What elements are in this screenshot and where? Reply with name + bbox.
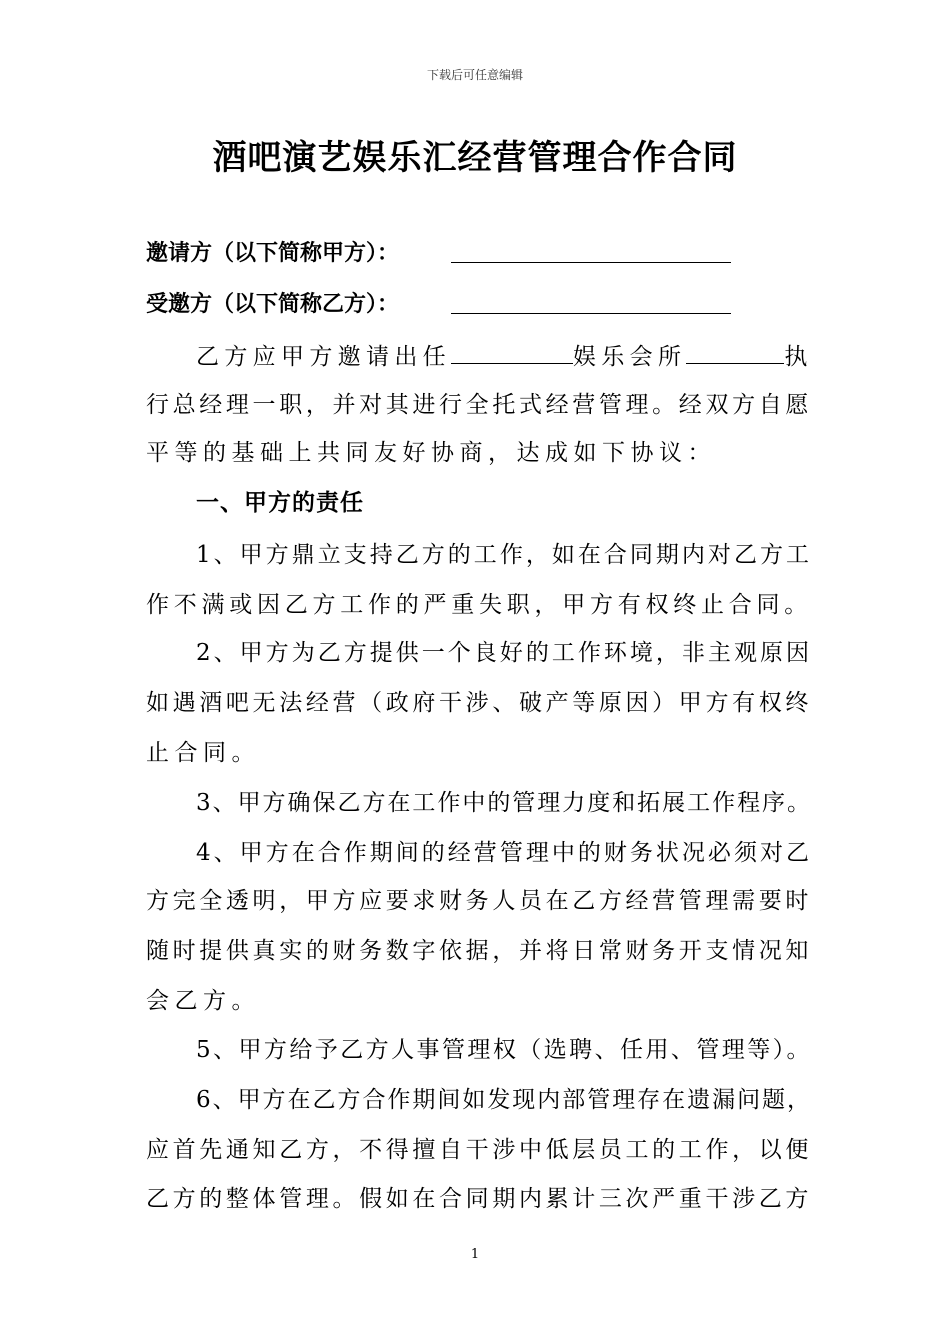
party-a-blank-line xyxy=(451,262,731,263)
clause-line: 1、甲方鼎立支持乙方的工作，如在合同期内对乙方工 xyxy=(196,542,812,568)
clause-line: 应首先通知乙方，不得擅自干涉中低层员工的工作，以便 xyxy=(146,1137,812,1163)
clause-line: 6、甲方在乙方合作期间如发现内部管理存在遗漏问题， xyxy=(196,1087,812,1113)
clause-line: 如遇酒吧无法经营（政府干涉、破产等原因）甲方有权终 xyxy=(146,690,812,716)
clause-line: 5、甲方给予乙方人事管理权（选聘、任用、管理等）。 xyxy=(196,1037,812,1063)
page-number: 1 xyxy=(470,1247,480,1262)
intro-line-1 xyxy=(196,338,813,371)
document-title: 酒吧演艺娱乐汇经营管理合作合同 xyxy=(212,138,738,178)
party-b-blank-line xyxy=(451,313,731,314)
clause-line: 4、甲方在合作期间的经营管理中的财务状况必须对乙 xyxy=(196,840,812,866)
position-blank xyxy=(686,341,784,364)
intro-text-part-1: 乙方应甲方邀请出任 xyxy=(196,344,451,370)
clause-line: 乙方的整体管理。假如在合同期内累计三次严重干涉乙方 xyxy=(146,1186,812,1212)
intro-line-3: 平等的基础上共同友好协商，达成如下协议： xyxy=(146,440,716,466)
clause-line: 2、甲方为乙方提供一个良好的工作环境，非主观原因 xyxy=(196,640,812,666)
clause-line: 止合同。 xyxy=(146,740,260,766)
clause-line: 方完全透明，甲方应要求财务人员在乙方经营管理需要时 xyxy=(146,888,812,914)
intro-text-part-2: 娱乐会所 xyxy=(573,344,687,370)
intro-text-part-3: 执 xyxy=(784,344,813,370)
clause-line: 随时提供真实的财务数字依据，并将日常财务开支情况知 xyxy=(146,938,812,964)
venue-name-blank xyxy=(451,341,573,364)
intro-line-2: 行总经理一职，并对其进行全托式经营管理。经双方自愿 xyxy=(146,392,812,418)
clause-line: 作不满或因乙方工作的严重失职，甲方有权终止合同。 xyxy=(146,592,812,618)
clause-line: 会乙方。 xyxy=(146,988,260,1014)
party-b-label: 受邀方（以下简称乙方）： xyxy=(146,292,400,317)
header-note: 下载后可任意编辑 xyxy=(426,68,523,82)
clause-line: 3、甲方确保乙方在工作中的管理力度和拓展工作程序。 xyxy=(196,790,812,816)
section-heading: 一、甲方的责任 xyxy=(196,490,364,516)
party-a-label: 邀请方（以下简称甲方）： xyxy=(146,241,400,266)
